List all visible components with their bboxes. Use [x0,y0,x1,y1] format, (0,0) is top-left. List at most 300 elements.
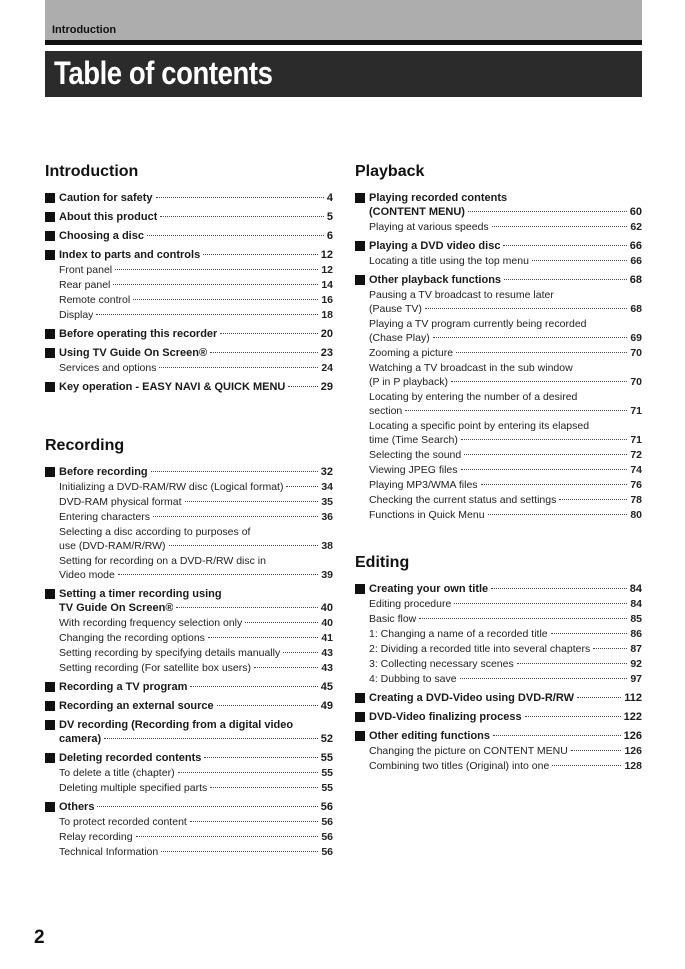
toc-entry-title: Index to parts and controls [59,249,201,261]
toc-entry-sub[interactable] [45,766,333,780]
toc-entry-title: Playing at various speeds [369,221,489,233]
toc-entry-sub[interactable] [355,419,642,447]
toc-entry-sub[interactable] [45,510,333,524]
toc-page-number: 20 [320,328,333,340]
toc-entry-title: Initializing a DVD-RAM/RW disc (Logical format) [59,481,284,493]
header-divider [45,40,642,45]
toc-entry-major[interactable] [45,800,333,814]
toc-entry-major[interactable] [355,191,642,219]
toc-entry-major[interactable] [45,380,333,394]
toc-entry-title: Basic flow [369,613,417,625]
toc-entry-row [59,327,333,341]
toc-entry-major[interactable] [45,751,333,765]
toc-entry-major[interactable] [45,699,333,713]
toc-entry-row [369,433,642,447]
toc-entry-title: Using TV Guide On Screen® [59,347,208,359]
dot-leader [288,386,317,387]
toc-entry-title: Playing MP3/WMA files [369,479,478,491]
toc-entry-row [59,263,333,277]
toc-entry-lead: Locating a specific point by entering its elapsed [369,420,590,432]
toc-entry-row [369,448,642,462]
toc-entry-title: Zooming a picture [369,347,454,359]
dot-leader [481,484,628,485]
dot-leader [571,750,622,751]
toc-page-number: 85 [630,613,642,625]
dot-leader [169,545,319,546]
toc-page-number: 80 [630,509,642,521]
toc-entry-title: Deleting recorded contents [59,752,202,764]
toc-entry-row [369,729,642,743]
toc-page-number: 4 [326,192,333,204]
toc-entry-row [369,463,642,477]
toc-entry-title: 1: Changing a name of a recorded title [369,628,548,640]
toc-entry-row [59,229,333,243]
toc-page-number: 55 [321,767,333,779]
toc-entry-title: Functions in Quick Menu [369,509,485,521]
toc-page-number: 43 [321,662,333,674]
toc-page-number: 74 [630,464,642,476]
toc-entry-title: Changing the recording options [59,632,205,644]
toc-entry-sub[interactable] [355,508,642,522]
dot-leader [419,618,627,619]
toc-entry-title: To protect recorded content [59,816,187,828]
toc-entry-title: Entering characters [59,511,151,523]
toc-page-number: 55 [320,752,333,764]
toc-entry-title: section [369,405,403,417]
dot-leader [451,381,627,382]
toc-entry-major[interactable] [355,582,642,596]
toc-entry-row [369,672,642,686]
toc-entry-title: TV Guide On Screen® [59,602,174,614]
toc-entry-row [59,616,333,630]
toc-page-number: 29 [320,381,333,393]
toc-entry-major[interactable] [45,191,333,205]
toc-entry-lead: Watching a TV broadcast in the sub window [369,362,573,374]
toc-entry-sub[interactable] [355,254,642,268]
section-title: Editing [355,554,410,571]
toc-page-number: 84 [629,583,642,595]
toc-entry-title: Before operating this recorder [59,328,218,340]
toc-entry-row [369,375,642,389]
toc-page-number: 92 [630,658,642,670]
toc-entry-major[interactable] [45,346,333,360]
toc-page-number: 126 [624,745,642,757]
section-header-label: Introduction [52,24,117,36]
toc-entry-row [59,248,333,262]
toc-page-number: 5 [326,211,333,223]
dot-leader [461,439,627,440]
toc-entry-title: DVD-Video finalizing process [369,711,522,723]
toc-page-number: 122 [623,711,642,723]
toc-entry-lead: Pausing a TV broadcast to resume later [369,289,554,301]
toc-page-number: 112 [624,692,642,704]
toc-entry-title: Viewing JPEG files [369,464,458,476]
toc-entry-title: time (Time Search) [369,434,458,446]
toc-page-number: 16 [321,294,333,306]
toc-page-number: 62 [630,221,642,233]
toc-entry-row [369,710,642,724]
toc-entry-row [59,539,333,553]
toc-page-number: 55 [321,782,333,794]
toc-page-number: 56 [321,816,333,828]
toc-entry-title: Key operation - EASY NAVI & QUICK MENU [59,381,286,393]
toc-entry-title: Checking the current status and settings [369,494,557,506]
toc-entry-major[interactable] [45,465,333,479]
toc-entry-title: Remote control [59,294,131,306]
toc-entry-title: 3: Collecting necessary scenes [369,658,514,670]
dot-leader [220,333,317,334]
dot-leader [593,648,627,649]
toc-entry-lead: Setting a timer recording using [59,588,222,600]
toc-entry-lead: Playing a TV program currently being recorded [369,318,587,330]
toc-entry-sub[interactable] [355,612,642,626]
toc-page-number: 76 [630,479,642,491]
toc-entry-row [59,646,333,660]
toc-entry-row [59,601,333,615]
toc-page-number: 71 [630,405,642,417]
toc-entry-title: Others [59,801,95,813]
toc-page-number: 43 [321,647,333,659]
toc-entry-row [369,642,642,656]
toc-entry-sub[interactable] [355,448,642,462]
toc-entry-sub[interactable] [45,278,333,292]
toc-page-number: 32 [320,466,333,478]
toc-entry-sub[interactable] [355,288,642,316]
toc-entry-sub[interactable] [355,390,642,418]
toc-entry-major[interactable] [45,210,333,224]
dot-leader [204,757,317,758]
dot-leader [493,735,621,736]
dot-leader [504,279,627,280]
toc-entry-title: Other playback functions [369,274,502,286]
toc-page-number: 68 [630,303,642,315]
page-title: Table of contents [54,55,273,91]
toc-entry-sub[interactable] [355,463,642,477]
toc-entry-row [59,510,333,524]
toc-page-number: 56 [321,846,333,858]
toc-entry-major[interactable] [45,229,333,243]
toc-entry-row [369,744,642,758]
dot-leader [464,454,627,455]
toc-page-number: 39 [321,569,333,581]
dot-leader [97,806,317,807]
toc-entry-title: Creating a DVD-Video using DVD-R/RW [369,692,574,704]
toc-entry-row [59,781,333,795]
toc-page-number: 60 [629,206,642,218]
dot-leader [133,299,318,300]
toc-entry-sub[interactable] [45,830,333,844]
toc-entry-row [369,478,642,492]
toc-page-number: 126 [623,730,642,742]
toc-entry-row [59,751,333,765]
toc-entry-title: To delete a title (chapter) [59,767,175,779]
toc-entry-row [59,210,333,224]
dot-leader [190,821,318,822]
toc-entry-row [369,331,642,345]
toc-entry-row [369,404,642,418]
section-title: Recording [45,437,125,454]
dot-leader [104,738,318,739]
toc-page-number: 52 [320,733,333,745]
toc-entry-title: Recording a TV program [59,681,188,693]
toc-entry-row [59,680,333,694]
toc-entry-sub[interactable] [45,845,333,859]
dot-leader [115,269,318,270]
toc-section [355,553,642,773]
dot-leader [456,352,627,353]
toc-entry-sub[interactable] [45,480,333,494]
dot-leader [156,197,324,198]
toc-entry-row [369,612,642,626]
dot-leader [425,308,627,309]
dot-leader [283,652,318,653]
toc-entry-title: Video mode [59,569,115,581]
dot-leader [551,633,628,634]
dot-leader [525,716,621,717]
toc-entry-title: 2: Dividing a recorded title into several chapters [369,643,591,655]
toc-page-number: 84 [630,598,642,610]
toc-page-number: 40 [320,602,333,614]
toc-entry-sub[interactable] [355,627,642,641]
dot-leader [153,516,318,517]
toc-entry-sub[interactable] [355,478,642,492]
toc-entry-title: About this product [59,211,158,223]
toc-entry-sub[interactable] [355,744,642,758]
toc-entry-sub[interactable] [45,631,333,645]
toc-entry-sub[interactable] [45,781,333,795]
toc-page-number: 24 [321,362,333,374]
toc-page-number: 71 [630,434,642,446]
dot-leader [517,663,628,664]
toc-entry-title: 4: Dubbing to save [369,673,457,685]
dot-leader [208,637,318,638]
toc-page-number: 56 [321,831,333,843]
dot-leader [433,337,628,338]
dot-leader [159,367,318,368]
toc-entry-sub[interactable] [355,317,642,345]
toc-page-number: 56 [320,801,333,813]
toc-page-number: 68 [629,274,642,286]
toc-page-number: 49 [320,700,333,712]
toc-page-number: 40 [321,617,333,629]
toc-entry-title: Before recording [59,466,148,478]
header-bar [45,0,642,40]
dot-leader [532,260,627,261]
dot-leader [468,211,627,212]
dot-leader [210,352,318,353]
dot-leader [161,851,318,852]
toc-page-number: 97 [630,673,642,685]
toc-page-number: 6 [326,230,333,242]
toc-entry-sub[interactable] [45,616,333,630]
toc-entry-row [59,815,333,829]
dot-leader [113,284,318,285]
toc-page-number: 12 [321,264,333,276]
toc-entry-title: Caution for safety [59,192,153,204]
toc-entry-major[interactable] [45,680,333,694]
toc-entry-row [369,302,642,316]
toc-entry-lead: Playing recorded contents [369,192,508,204]
toc-entry-row [369,220,642,234]
dot-leader [491,588,627,589]
toc-entry-row [59,766,333,780]
toc-entry-row [59,631,333,645]
toc-entry-row [59,465,333,479]
toc-page-number: 35 [321,496,333,508]
toc-section [45,436,333,859]
toc-entry-title: (CONTENT MENU) [369,206,465,218]
toc-entry-row [369,508,642,522]
toc-entry-sub[interactable] [45,263,333,277]
toc-entry-title: camera) [59,733,102,745]
toc-entry-row [59,800,333,814]
toc-entry-row [369,254,642,268]
toc-entry-sub[interactable] [45,495,333,509]
toc-entry-row [59,480,333,494]
toc-entry-title: Recording an external source [59,700,214,712]
toc-entry-sub[interactable] [45,554,333,582]
dot-leader [151,471,318,472]
toc-entry-major[interactable] [355,273,642,287]
toc-entry-row [369,582,642,596]
toc-page-number: 34 [321,481,333,493]
toc-entry-title: Choosing a disc [59,230,144,242]
toc-entry-major[interactable] [45,327,333,341]
toc-page-number: 14 [321,279,333,291]
toc-entry-major[interactable] [355,239,642,253]
section-title: Introduction [45,163,139,180]
dot-leader [203,254,318,255]
toc-entry-sub[interactable] [45,646,333,660]
toc-entry-row [59,845,333,859]
toc-entry-lead: DV recording (Recording from a digital video [59,719,294,731]
toc-entry-title: Editing procedure [369,598,452,610]
toc-entry-major[interactable] [45,248,333,262]
title-banner [45,51,642,97]
toc-page-number: 12 [320,249,333,261]
dot-leader [176,607,317,608]
toc-page-number: 72 [630,449,642,461]
toc-entry-row [369,346,642,360]
toc-entry-row [59,293,333,307]
toc-entry-row [59,346,333,360]
toc-page-number: 69 [630,332,642,344]
toc-entry-sub[interactable] [355,493,642,507]
toc-entry-row [59,191,333,205]
toc-page-number: 78 [630,494,642,506]
toc-entry-title: Relay recording [59,831,133,843]
toc-entry-lead: Selecting a disc according to purposes of [59,526,251,538]
toc-page-number: 36 [321,511,333,523]
toc-entry-sub[interactable] [355,361,642,389]
dot-leader [286,486,318,487]
toc-entry-lead: Locating by entering the number of a desired [369,391,578,403]
toc-entry-major[interactable] [355,691,642,705]
toc-entry-title: (P in P playback) [369,376,448,388]
dot-leader [118,574,318,575]
toc-entry-sub[interactable] [45,661,333,675]
toc-entry-row [59,661,333,675]
toc-entry-sub[interactable] [45,525,333,553]
toc-entry-sub[interactable] [355,346,642,360]
toc-entry-sub[interactable] [45,815,333,829]
dot-leader [185,501,319,502]
toc-entry-row [59,830,333,844]
toc-page-number: 18 [321,309,333,321]
toc-entry-sub[interactable] [45,293,333,307]
toc-entry-major[interactable] [45,718,333,746]
dot-leader [217,705,318,706]
toc-entry-row [369,657,642,671]
dot-leader [461,469,628,470]
toc-entry-row [369,205,642,219]
toc-entry-title: Setting recording by specifying details manually [59,647,281,659]
toc-entry-row [59,568,333,582]
toc-entry-row [59,380,333,394]
toc-entry-sub[interactable] [355,657,642,671]
toc-entry-row [369,627,642,641]
toc-entry-row [369,759,642,773]
dot-leader [454,603,627,604]
toc-page-number: 70 [630,347,642,359]
toc-entry-title: Creating your own title [369,583,489,595]
dot-leader [488,514,628,515]
toc-entry-title: With recording frequency selection only [59,617,243,629]
toc-entry-sub[interactable] [45,361,333,375]
dot-leader [136,836,319,837]
dot-leader [492,226,628,227]
dot-leader [147,235,324,236]
toc-entry-major[interactable] [355,710,642,724]
toc-entry-sub[interactable] [355,759,642,773]
toc-entry-sub[interactable] [355,672,642,686]
toc-entry-sub[interactable] [355,642,642,656]
toc-page-number: 87 [630,643,642,655]
toc-entry-major[interactable] [45,587,333,615]
toc-entry-sub[interactable] [355,597,642,611]
toc-page-number: 70 [630,376,642,388]
toc-entry-row [59,278,333,292]
dot-leader [503,245,626,246]
dot-leader [577,697,621,698]
toc-entry-sub[interactable] [355,220,642,234]
toc-entry-major[interactable] [355,729,642,743]
dot-leader [559,499,627,500]
toc-page-number: 86 [630,628,642,640]
toc-entry-row [59,495,333,509]
toc-entry-row [369,273,642,287]
toc-entry-title: (Pause TV) [369,303,422,315]
dot-leader [160,216,324,217]
toc-entry-title: (Chase Play) [369,332,430,344]
dot-leader [210,787,318,788]
toc-entry-title: Display [59,309,94,321]
toc-section [45,162,333,394]
toc-entry-title: Deleting multiple specified parts [59,782,208,794]
dot-leader [96,314,318,315]
toc-entry-row [369,239,642,253]
toc-entry-title: Combining two titles (Original) into one [369,760,550,772]
toc-page-number: 128 [624,760,642,772]
dot-leader [405,410,627,411]
page-number: 2 [34,927,45,948]
toc-entry-row [369,691,642,705]
toc-entry-sub[interactable] [45,308,333,322]
toc-entry-title: Setting recording (For satellite box users) [59,662,251,674]
dot-leader [245,622,318,623]
section-title: Playback [355,163,425,180]
dot-leader [254,667,318,668]
